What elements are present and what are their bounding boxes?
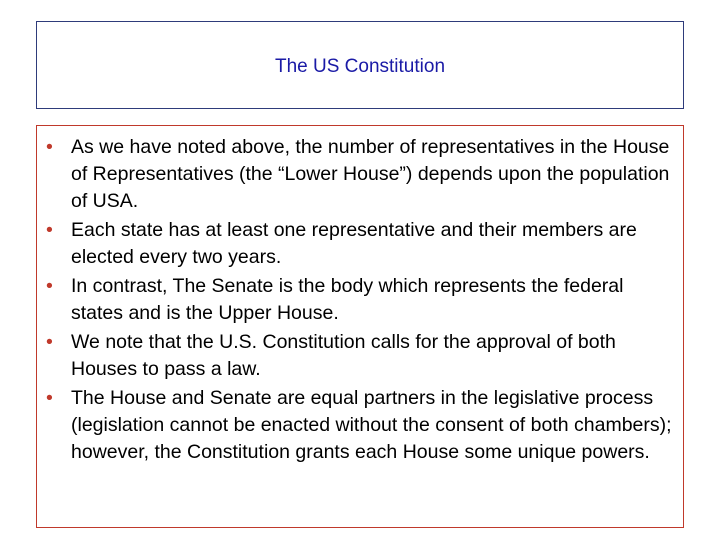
bullet-item bbox=[41, 329, 675, 383]
bullet-item bbox=[41, 217, 675, 271]
bullet-text: In contrast, The Senate is the body which represents the federal states and is the Upper House. bbox=[71, 275, 624, 324]
bullet-text: We note that the U.S. Constitution calls for the approval of both Houses to pass a law. bbox=[71, 331, 616, 380]
slide-title: The US Constitution bbox=[274, 56, 446, 77]
bullet-list bbox=[41, 134, 675, 466]
bullet-item bbox=[41, 134, 675, 215]
title-box bbox=[36, 21, 684, 109]
bullet-icon: • bbox=[46, 275, 53, 297]
bullet-icon: • bbox=[46, 219, 53, 241]
bullet-icon: • bbox=[46, 136, 53, 158]
bullet-item bbox=[41, 273, 675, 327]
bullet-text: The House and Senate are equal partners in the legislative process (legislation cannot be enacted without the consent of both chambers); however, the Constitution grants each House some unique powers. bbox=[71, 387, 672, 463]
bullet-item bbox=[41, 385, 675, 466]
content-box bbox=[36, 125, 684, 528]
bullet-icon: • bbox=[46, 387, 53, 409]
bullet-icon: • bbox=[46, 331, 53, 353]
bullet-text: As we have noted above, the number of representatives in the House of Representatives (the “Lower House”) depends upon the population of USA. bbox=[71, 136, 670, 212]
bullet-text: Each state has at least one representative and their members are elected every two years. bbox=[71, 219, 637, 268]
